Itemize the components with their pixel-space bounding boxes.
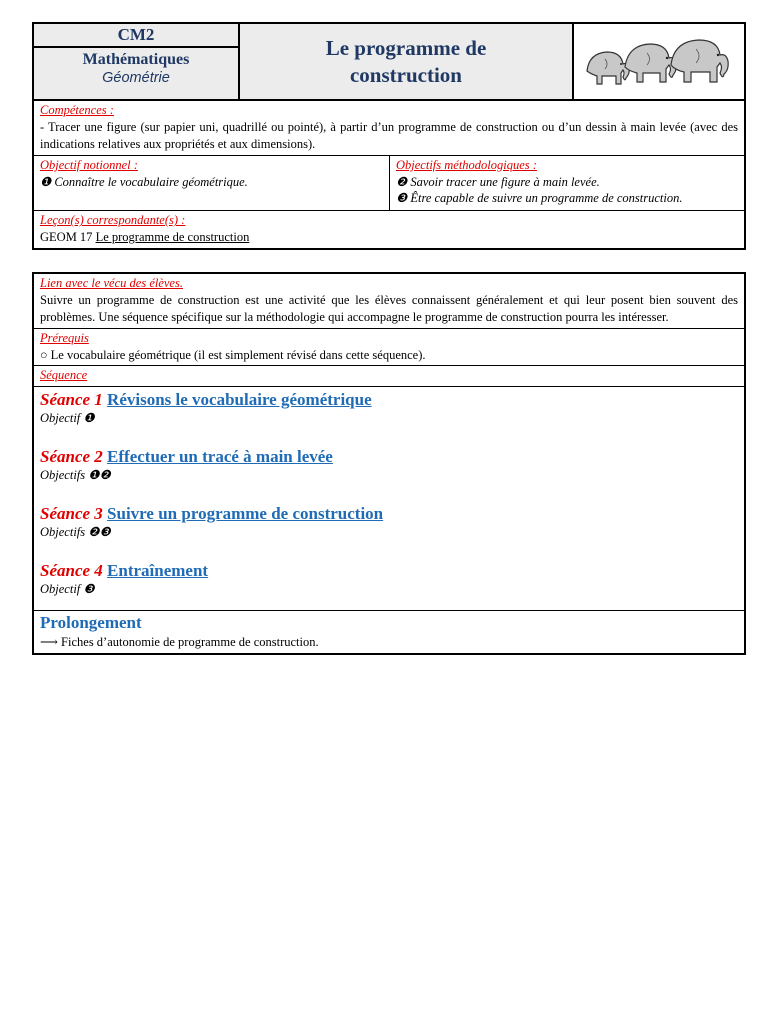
prerequis-row xyxy=(34,329,744,367)
seance-number: Séance 3 xyxy=(40,504,103,523)
prolongement-row xyxy=(34,611,744,653)
prolongement-title: Prolongement xyxy=(40,612,142,632)
sequence-label-row xyxy=(34,366,744,387)
elephants-icon xyxy=(581,31,737,93)
objectifs-row xyxy=(34,156,744,212)
seance-title-link[interactable]: Suivre un programme de construction xyxy=(107,504,384,523)
subject-label: Mathématiques xyxy=(82,51,190,68)
seance-objectif: Objectifs ❷❸ xyxy=(40,525,111,539)
prerequis-text: ○ Le vocabulaire géométrique (il est simplement révisé dans cette séquence). xyxy=(40,347,426,362)
competences-label: Compétences : xyxy=(40,103,114,117)
title-line-1: Le programme de xyxy=(325,35,487,60)
seances-row xyxy=(34,387,744,611)
level-label: CM2 xyxy=(34,24,238,48)
objectifs-methodo-label: Objectifs méthodologiques : xyxy=(396,157,537,172)
prolongement-text: ⟶ Fiches d’autonomie de programme de construction. xyxy=(40,634,319,649)
lecons-row xyxy=(34,211,744,248)
objectif-notionnel-1: ❶ Connaître le vocabulaire géométrique. xyxy=(40,174,248,189)
seance-title-link[interactable]: Entraînement xyxy=(107,560,209,580)
seance-objectif: Objectifs ❶❷ xyxy=(40,468,111,483)
header-left-cell xyxy=(34,24,240,99)
objectif-methodo-2: ❸ Être capable de suivre un programme de construction. xyxy=(396,191,683,206)
lien-label: Lien avec le vécu des élèves. xyxy=(40,276,183,290)
header-table xyxy=(32,22,746,250)
competences-row xyxy=(34,101,744,156)
seance-title-link[interactable]: Révisons le vocabulaire géométrique xyxy=(107,390,372,410)
seance-number: Séance 4 xyxy=(40,560,103,580)
seance-number: Séance 1 xyxy=(40,390,103,410)
objectifs-methodo-cell xyxy=(390,156,744,211)
subject-cell xyxy=(34,48,238,99)
seance-objectif: Objectif ❶ xyxy=(40,411,95,426)
title-line-2: construction xyxy=(349,62,462,87)
prerequis-label: Prérequis xyxy=(40,330,89,345)
objectif-notionnel-cell xyxy=(34,156,390,211)
header-row xyxy=(34,24,744,101)
lien-row xyxy=(34,274,744,329)
objectif-methodo-1: ❷ Savoir tracer une figure à main levée. xyxy=(396,174,600,189)
lecons-label: Leçon(s) correspondante(s) : xyxy=(40,213,186,228)
domain-label: Géométrie xyxy=(102,70,170,86)
lecon-link[interactable]: Le programme de construction xyxy=(95,230,250,245)
seance-block xyxy=(34,444,744,484)
sequence-label: Séquence xyxy=(40,368,88,383)
seance-block xyxy=(34,501,744,541)
lecons-line xyxy=(40,229,738,246)
sequence-table xyxy=(32,272,746,655)
objectif-notionnel-label: Objectif notionnel : xyxy=(40,157,138,172)
lien-text: Suivre un programme de construction est une activité que les élèves connaissent généralement et qui leur posent bien souvent des problèmes. Une séquence spécifique sur la méthodologie qui accompagne le programme de construction pourra les intéresser. xyxy=(40,292,738,324)
header-image-cell xyxy=(574,24,744,99)
seance-objectif: Objectif ❸ xyxy=(40,581,95,596)
lecon-code: GEOM 17 xyxy=(40,230,93,245)
page-title xyxy=(240,24,574,99)
seance-block xyxy=(34,558,744,598)
seance-number: Séance 2 xyxy=(40,447,103,467)
seance-title-link[interactable]: Effectuer un tracé à main levée xyxy=(107,447,333,467)
competences-text: - Tracer une figure (sur papier uni, quadrillé ou pointé), à partir d’un programme de construction ou d’un dessin à main levée (avec des indications relatives aux propriétés et aux dimensions). xyxy=(40,119,738,151)
seance-block xyxy=(34,387,744,427)
